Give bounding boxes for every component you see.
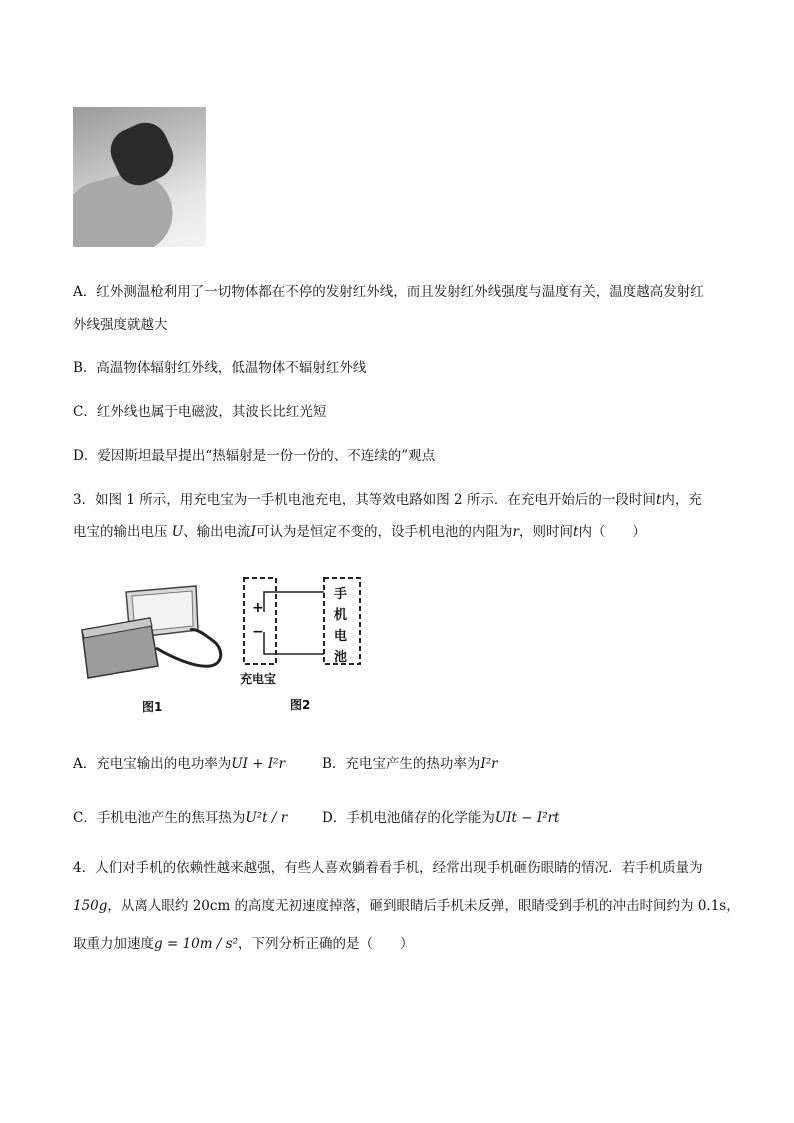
charger-label: 充电宝 bbox=[240, 672, 277, 686]
thermometer-photo bbox=[73, 107, 206, 247]
q2-option-b: B．高温物体辐射红外线，低温物体不辐射红外线 bbox=[73, 360, 367, 376]
minus-terminal: − bbox=[252, 624, 264, 640]
q4-stem-line1: 4．人们对手机的依赖性越来越强，有些人喜欢躺着看手机，经常出现手机砸伤眼睛的情况．若手机质量为 bbox=[73, 860, 703, 876]
q3-option-a: A．充电宝输出的电功率为UI + I²r bbox=[73, 756, 286, 772]
q2-option-c: C．红外线也属于电磁波，其波长比红光短 bbox=[73, 404, 327, 420]
q3-option-d: D．手机电池储存的化学能为UIt − I²rt bbox=[322, 810, 560, 826]
q4-stem-line2: 150g，从离人眼约 20cm 的高度无初速度掉落，砸到眼睛后手机未反弹，眼睛受到手机的冲击时间约为 0.1s， bbox=[73, 898, 740, 914]
q4-stem-line3: 取重力加速度g = 10m / s²，下列分析正确的是（ ） bbox=[73, 936, 414, 952]
figure-1-charger-phone bbox=[78, 578, 228, 688]
q3-option-b: B．充电宝产生的热功率为I²r bbox=[322, 756, 498, 772]
q2-option-d: D．爱因斯坦最早提出“热辐射是一份一份的、不连续的”观点 bbox=[73, 448, 436, 464]
figure-1-label: 图1 bbox=[142, 700, 163, 714]
q2-option-a-line1: A．红外测温枪利用了一切物体都在不停的发射红外线，而且发射红外线强度与温度有关，温度越高发射红 bbox=[73, 284, 704, 300]
q3-option-c: C．手机电池产生的焦耳热为U²t / r bbox=[73, 810, 288, 826]
phone-battery-label: 手 机 电 池 bbox=[334, 587, 348, 665]
plus-terminal: + bbox=[252, 600, 264, 616]
q2-option-a-line2: 外线强度就越大 bbox=[73, 317, 168, 333]
q3-stem-line2: 电宝的输出电压 U、输出电流I可认为是恒定不变的，设手机电池的内阻为r，则时间t内（ ） bbox=[73, 524, 646, 540]
figure-2-label: 图2 bbox=[290, 698, 311, 712]
q3-stem-line1: 3．如图 1 所示，用充电宝为一手机电池充电，其等效电路如图 2 所示．在充电开始后的一段时间t内，充 bbox=[73, 492, 702, 508]
